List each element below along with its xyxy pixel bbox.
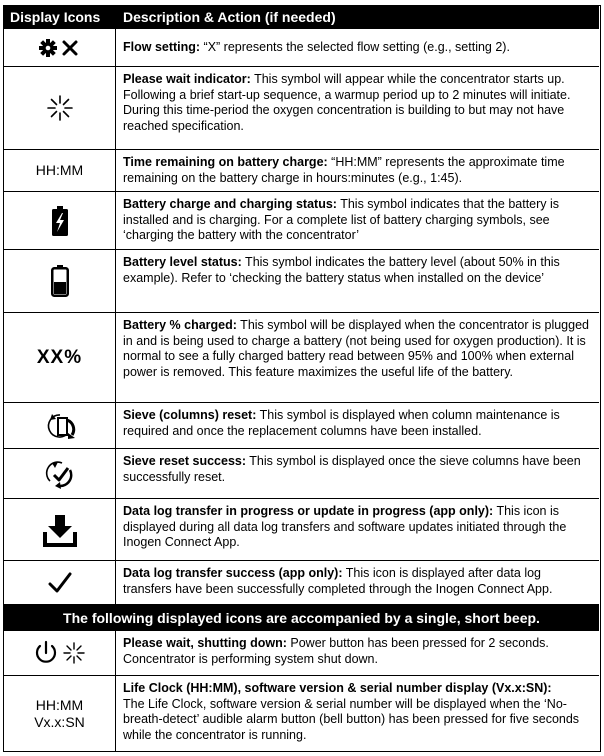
row-title: Data log transfer in progress or update in progress (app only):: [123, 504, 494, 518]
header-description: Description & Action (if needed): [123, 9, 336, 25]
header-display-icons: Display Icons: [10, 9, 101, 25]
row-text: This symbol is displayed once the sieve columns have been successfully reset.: [123, 454, 581, 484]
row-title: Battery level status:: [123, 255, 242, 269]
row-title: Battery charge and charging status:: [123, 197, 337, 211]
row-title: Flow setting:: [123, 40, 201, 54]
row-title: Data log transfer success (app only):: [123, 566, 343, 580]
icon-cell: [4, 150, 116, 191]
row-text: This symbol will appear while the concentrator starts up. Following a brief start-up sequence, a warmup period up to 2 minutes will initiate. During this time-period the oxygen concentration is building to but may not have reached specification.: [123, 72, 571, 133]
table-row: [4, 561, 599, 605]
checkmark-icon: [48, 572, 72, 594]
description-cell: [116, 403, 599, 448]
row-text: This symbol indicates the battery level (about 50% in this example). Refer to ‘checking the battery status when installed on the device’: [123, 255, 560, 285]
icon-cell: [4, 403, 116, 448]
time-remaining-display: HH:MM: [35, 162, 84, 178]
description-cell: [116, 449, 599, 498]
row-title: Please wait, shutting down:: [123, 636, 287, 650]
row-text: The Life Clock, software version & serial number will be displayed when the ‘No-breath-detect’ audible alarm button (bell button) has been pressed for five seconds while the concentrator is running.: [123, 696, 580, 742]
row-title: Sieve reset success:: [123, 454, 247, 468]
version-serial-display: Vx.x:SN: [34, 713, 85, 730]
battery-charging-icon: [52, 206, 68, 236]
table-row: [4, 29, 599, 67]
battery-level-icon: [51, 265, 69, 297]
beep-banner: The following displayed icons are accompanied by a single, short beep.: [4, 605, 599, 631]
description-cell: [116, 499, 599, 560]
icon-table: [3, 5, 601, 752]
row-title: Please wait indicator:: [123, 72, 251, 86]
row-text: This symbol is displayed when column maintenance is required and once the replacement columns have been installed.: [123, 408, 560, 438]
sieve-reset-icon: [44, 411, 76, 441]
description-cell: [116, 250, 599, 312]
icon-cell: [4, 499, 116, 560]
table-row: [4, 403, 599, 449]
icon-cell: [4, 676, 116, 751]
table-row: [4, 313, 599, 403]
icon-cell: [4, 250, 116, 312]
download-icon: [43, 513, 77, 547]
life-clock-display: HH:MM: [35, 696, 84, 713]
row-title: Time remaining on battery charge:: [123, 155, 328, 169]
row-title: Life Clock (HH:MM), software version & serial number display (Vx.x:SN):: [123, 681, 552, 695]
icon-cell: [4, 192, 116, 249]
icon-cell: [4, 631, 116, 675]
row-text: “HH:MM” represents the approximate time remaining on the battery charge in hours:minutes (e.g., 1:45).: [123, 155, 565, 185]
row-title: Sieve (columns) reset:: [123, 408, 257, 422]
icon-cell: [4, 561, 116, 604]
table-row: [4, 676, 599, 751]
description-cell: [116, 313, 599, 402]
row-text: This icon is displayed after data log transfers have been successfully completed through the Inogen Connect App.: [123, 566, 553, 596]
table-row: [4, 67, 599, 150]
table-row: [4, 631, 599, 676]
row-text: This symbol indicates that the battery is installed and is charging. For a complete list of battery charging symbols, see ‘charging the battery with the concentrator’: [123, 197, 560, 243]
table-row: [4, 449, 599, 499]
power-wait-icon: [33, 640, 87, 666]
description-cell: [116, 561, 599, 604]
table-header: [4, 6, 599, 29]
description-cell: [116, 192, 599, 249]
table-row: [4, 250, 599, 313]
table-row: [4, 192, 599, 250]
description-cell: [116, 29, 599, 66]
icon-cell: [4, 29, 116, 66]
description-cell: [116, 676, 599, 751]
row-text: This icon is displayed during all data log transfers and software updates initiated through the Inogen Connect App.: [123, 504, 567, 550]
battery-percent-display: XX%: [36, 347, 83, 368]
table-row: [4, 150, 599, 192]
sieve-reset-success-icon: [44, 459, 76, 489]
row-text: This symbol will be displayed when the concentrator is plugged in and is being used to charge a battery (not being used for oxygen production). It is normal to see a fully charged battery read between 95% and 100% when external power is removed. This feature maximizes the useful life of the battery.: [123, 318, 589, 379]
table-row: [4, 499, 599, 561]
description-cell: [116, 67, 599, 149]
please-wait-icon: [45, 93, 75, 123]
gear-x-icon: [39, 39, 81, 57]
description-cell: [116, 150, 599, 191]
row-text: Power button has been pressed for 2 seconds. Concentrator is performing system shut down.: [123, 636, 549, 666]
description-cell: [116, 631, 599, 675]
icon-cell: [4, 67, 116, 149]
row-title: Battery % charged:: [123, 318, 237, 332]
icon-cell: [4, 313, 116, 402]
row-text: “X” represents the selected flow setting (e.g., setting 2).: [200, 40, 510, 54]
icon-cell: [4, 449, 116, 498]
